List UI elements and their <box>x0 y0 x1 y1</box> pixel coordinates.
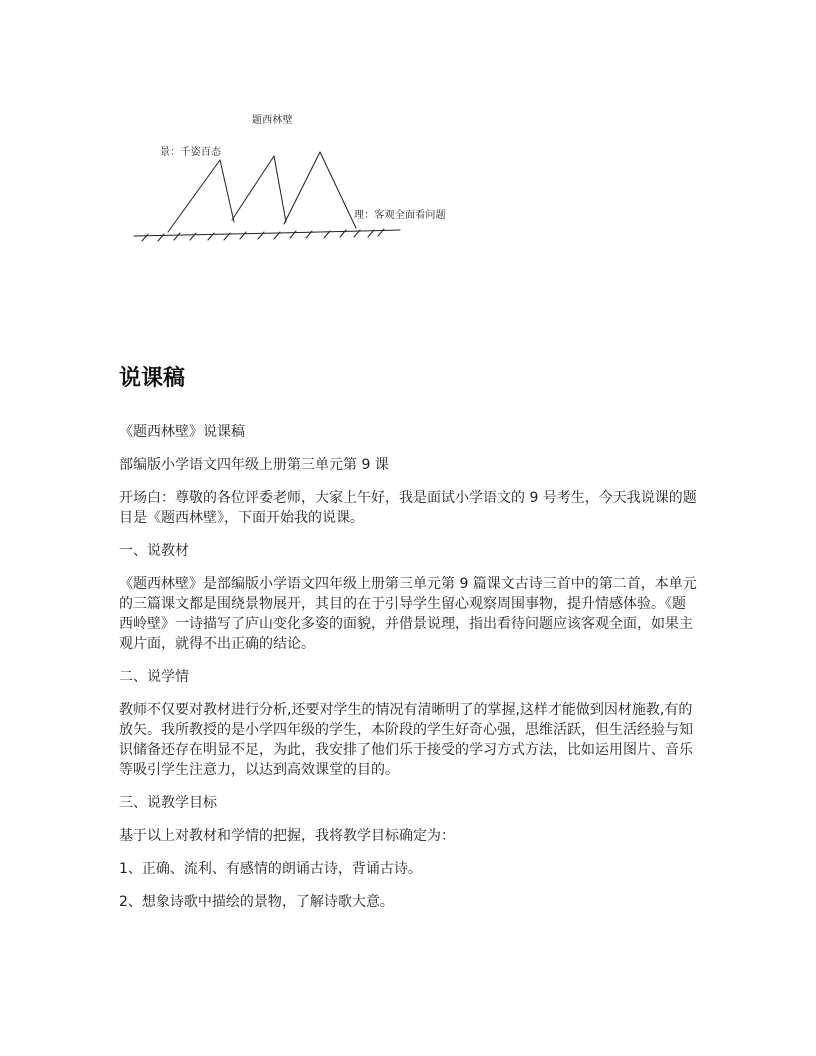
textbook-analysis: 《题西林壁》是部编版小学语文四年级上册第三单元第 9 篇课文古诗三首中的第二首，本单元的三篇课文都是围绕景物展开，其目的在于引导学生留心观察周围事物，提升情感体验。《题西岭壁》一诗描写了庐山变化多姿的面貌，并借景说理，指出看待问题应该客观全面，如果主观片面，就得不出正确的结论。 <box>119 576 697 652</box>
mountain-peak-3 <box>284 152 356 228</box>
mountain-sketch <box>128 100 468 260</box>
document-body <box>119 362 699 925</box>
mountain-peak-1 <box>168 160 234 232</box>
sketch-title: 题西林壁 <box>252 115 293 126</box>
page-title: 说课稿 <box>119 366 186 391</box>
blackboard-sketch <box>128 100 468 260</box>
reason-label: 理：客观全面看问题 <box>354 210 446 221</box>
section-heading-students: 二、说学情 <box>119 669 189 685</box>
ground-line <box>134 230 400 236</box>
mountain-peak-2 <box>232 156 286 222</box>
goal-item: 2、想象诗歌中描绘的景物，了解诗歌大意。 <box>119 894 394 910</box>
opening-remarks: 开场白：尊敬的各位评委老师，大家上午好，我是面试小学语文的 9 号考生，今天我说课的题目是《题西林壁》，下面开始我的说课。 <box>119 490 697 526</box>
doc-subtitle: 《题西林壁》说课稿 <box>119 424 245 440</box>
lesson-source: 部编版小学语文四年级上册第三单元第 9 课 <box>119 457 389 473</box>
student-analysis: 教师不仅要对教材进行分析,还要对学生的情况有清晰明了的掌握,这样才能做到因材施教,有的放矢。我所教授的是小学四年级的学生，本阶段的学生好奇心强，思维活跃，但生活经验与知识储备还存在明显不足，为此，我安排了他们乐于接受的学习方式方法，比如运用图片、音乐等吸引学生注意力，以达到高效课堂的目的。 <box>119 702 693 778</box>
section-heading-goals: 三、说教学目标 <box>119 795 217 811</box>
section-heading-textbook: 一、说教材 <box>119 543 189 559</box>
goals-intro: 基于以上对教材和学情的把握，我将教学目标确定为： <box>119 828 455 844</box>
scene-label: 景：千姿百态 <box>160 147 222 158</box>
goal-item: 1、正确、流利、有感情的朗诵古诗，背诵古诗。 <box>119 861 422 877</box>
